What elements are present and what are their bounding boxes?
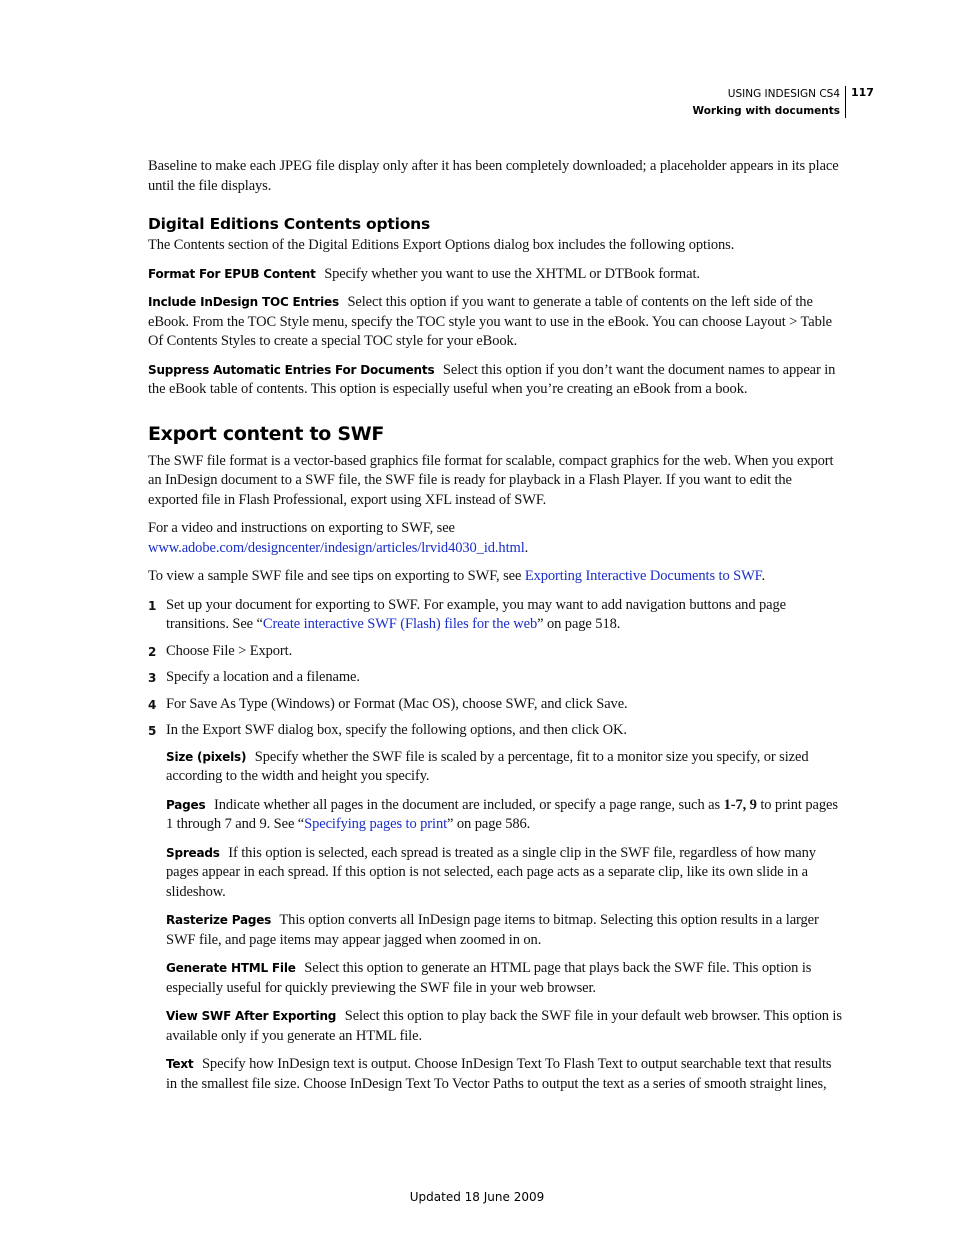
swf-option-view-after xyxy=(166,1007,842,1046)
option-desc: Specify whether the SWF file is scaled by a percentage, fit to a monitor size you specify, or sized according to the width and height you specify. xyxy=(166,748,809,784)
option-term: Rasterize Pages xyxy=(166,913,272,927)
intro-paragraph: Baseline to make each JPEG file display only after it has been completely downloaded; a placeholder appears in its place until the file displays. xyxy=(148,158,839,194)
step-text: In the Export SWF dialog box, specify the following options, and then click OK. xyxy=(166,722,627,738)
swf-option-text xyxy=(166,1055,842,1094)
option-include-toc xyxy=(148,293,842,352)
option-desc: If this option is selected, each spread is treated as a single clip in the SWF file, regardless of how many pages appear in each spread. If this option is not selected, each page acts as a separate clip, like its own slide in a slideshow. xyxy=(166,844,816,900)
option-desc: Select this option if you don’t want the document names to appear in the eBook table of contents. This option is especially useful when you’re creating an eBook from a book. xyxy=(148,361,836,397)
step-text: Set up your document for exporting to SWF. For example, you may want to add navigation buttons and page transitions. See “ xyxy=(166,596,786,632)
swf-paragraph-video xyxy=(148,519,842,558)
step-number: 5 xyxy=(148,724,157,738)
step-5 xyxy=(148,721,842,741)
option-desc: This option converts all InDesign page items to bitmap. Selecting this option results in a larger SWF file, and page items may appear jagged when zoomed in on. xyxy=(166,912,819,948)
step-number: 3 xyxy=(148,671,157,685)
step-3 xyxy=(148,668,842,688)
option-term: Generate HTML File xyxy=(166,961,296,975)
running-header xyxy=(692,86,840,120)
page-number: 117 xyxy=(851,86,874,99)
option-term: Suppress Automatic Entries For Documents xyxy=(148,362,435,377)
header-divider xyxy=(845,86,846,118)
option-term: Include InDesign TOC Entries xyxy=(148,295,339,309)
option-desc-cont: to print pages 1 through 7 and 9. See “ xyxy=(166,796,838,832)
step-text-end: ” on page 518. xyxy=(537,616,621,632)
step-number: 2 xyxy=(148,644,157,659)
step-1 xyxy=(148,596,842,635)
step-number: 1 xyxy=(148,598,157,613)
punctuation: . xyxy=(524,539,529,556)
step-text: Specify a location and a filename. xyxy=(166,669,360,685)
step-link[interactable]: Create interactive SWF (Flash) files for the web xyxy=(262,616,538,632)
option-term: Pages xyxy=(166,797,206,812)
option-term: Format For EPUB Content xyxy=(148,266,316,281)
page-body xyxy=(148,157,842,1103)
step-text: For Save As Type (Windows) or Format (Mac OS), choose SWF, and click Save. xyxy=(166,695,628,712)
swf-option-rasterize xyxy=(166,911,842,950)
option-term: Text xyxy=(166,1057,194,1071)
swf-paragraph-sample xyxy=(148,567,842,587)
option-desc: Indicate whether all pages in the document are included, or specify a page range, such as xyxy=(213,796,721,813)
section-heading-export-swf: Export content to SWF xyxy=(148,422,385,445)
punctuation: . xyxy=(761,568,766,584)
step-4 xyxy=(148,695,842,715)
option-desc-end: ” on page 586. xyxy=(447,816,531,832)
option-desc: Select this option if you want to generate a table of contents on the left side of the eBook. From the TOC Style menu, specify the TOC style you want to use in the eBook. You can choose Layout > Table Of Contents Styles to create a special TOC style for your eBook. xyxy=(148,294,833,349)
swf-option-generate-html xyxy=(166,959,842,998)
video-link[interactable]: www.adobe.com/designcenter/indesign/articles/lrvid4030_id.html xyxy=(148,539,525,556)
option-desc: Specify whether you want to use the XHTML or DTBook format. xyxy=(324,265,700,282)
option-desc: Specify how InDesign text is output. Choose InDesign Text To Flash Text to output searchable text that results in the smallest file size. Choose InDesign Text To Vector Paths to output the text as a series of smooth straight lines, xyxy=(166,1056,832,1092)
option-term: Size (pixels) xyxy=(166,749,247,764)
swf-option-pages xyxy=(166,796,842,835)
video-text: For a video and instructions on exporting to SWF, see xyxy=(148,520,455,536)
pages-link[interactable]: Specifying pages to print xyxy=(304,816,448,832)
sample-text: To view a sample SWF file and see tips on exporting to SWF, see xyxy=(148,568,522,584)
option-desc: Select this option to generate an HTML page that plays back the SWF file. This option is especially useful for quickly previewing the SWF file in your web browser. xyxy=(166,960,812,996)
digital-editions-intro: The Contents section of the Digital Editions Export Options dialog box includes the following options. xyxy=(148,237,735,253)
option-format-epub xyxy=(148,265,842,285)
step-2 xyxy=(148,642,842,662)
swf-option-size xyxy=(166,748,842,787)
option-term: View SWF After Exporting xyxy=(166,1009,337,1023)
option-term: Spreads xyxy=(166,845,220,860)
sample-link[interactable]: Exporting Interactive Documents to SWF xyxy=(524,568,762,584)
option-suppress-entries xyxy=(148,361,842,400)
page-range-example: 1-7, 9 xyxy=(723,796,757,813)
step-number: 4 xyxy=(148,697,157,712)
section-heading-digital-editions: Digital Editions Contents options xyxy=(148,215,431,233)
page-footer: Updated 18 June 2009 xyxy=(409,1190,545,1204)
step-text: Choose File > Export. xyxy=(166,642,293,659)
header-subtitle: Working with documents xyxy=(692,105,840,117)
option-desc: Select this option to play back the SWF file in your default web browser. This option is available only if you generate an HTML file. xyxy=(166,1008,842,1044)
swf-option-spreads xyxy=(166,844,842,903)
header-title: USING INDESIGN CS4 xyxy=(727,88,840,100)
swf-paragraph-1: The SWF file format is a vector-based graphics file format for scalable, compact graphics for the web. When you export an InDesign document to a SWF file, the SWF file is ready for playback in a Flash Player. If you want to edit the exported file in Flash Professional, export using XFL instead of SWF. xyxy=(148,452,834,508)
